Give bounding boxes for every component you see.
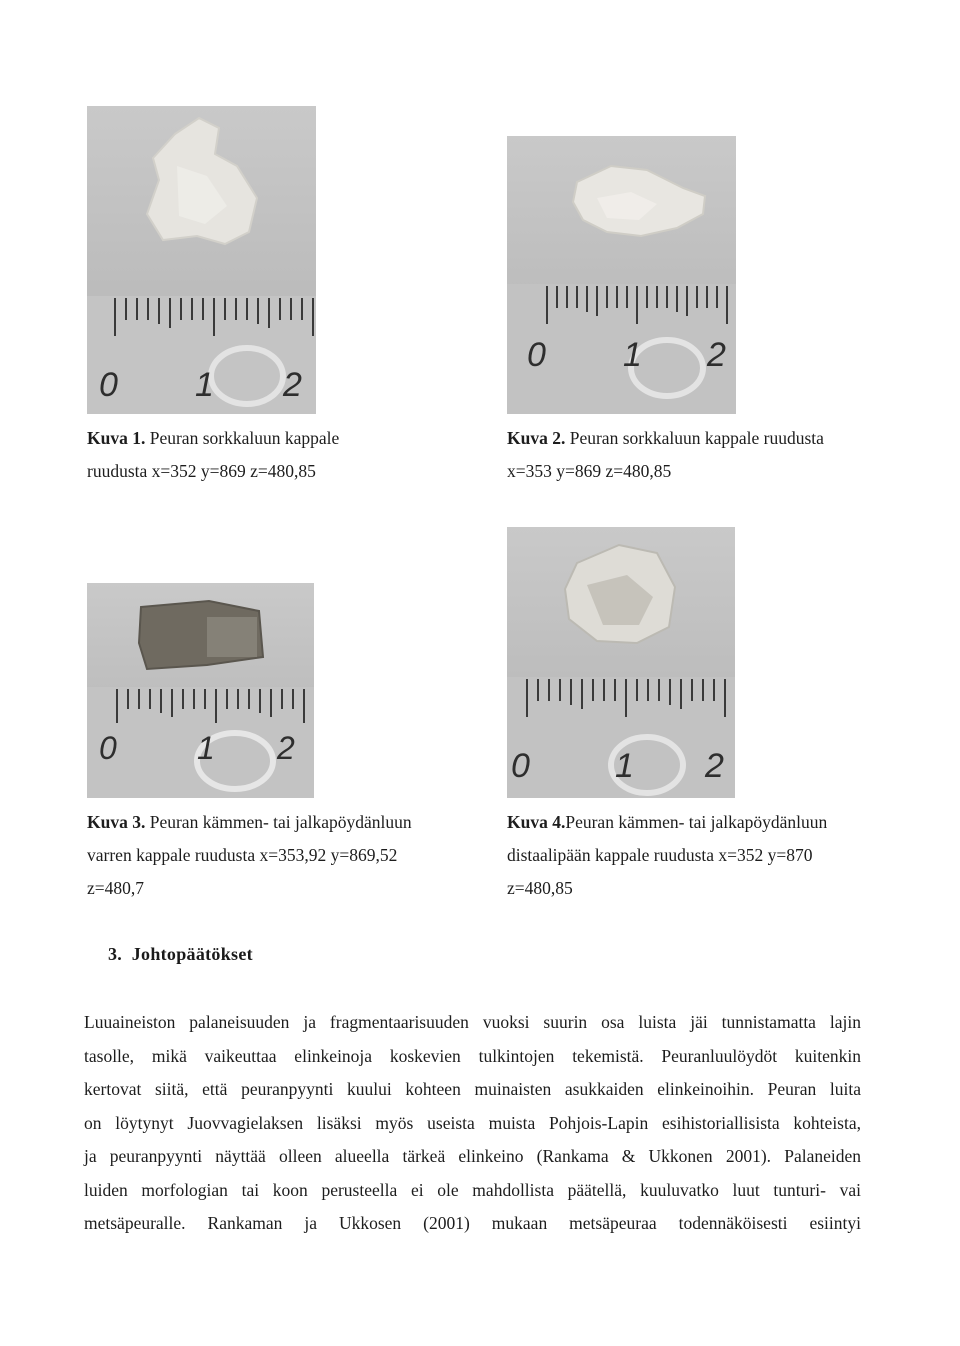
figure-2-caption-line-1: Peuran sorkkaluun kappale ruudusta: [569, 428, 824, 448]
figure-4-caption: [507, 806, 827, 905]
ruler-number-2: 2: [277, 730, 295, 766]
ruler-number-0: 0: [99, 730, 117, 766]
figure-3-photo: [87, 583, 314, 798]
figure-4-image: [507, 527, 735, 798]
ruler-number-1: 1: [623, 336, 642, 374]
figure-2-caption-line-2: x=353 y=869 z=480,85: [507, 461, 672, 481]
body-paragraph: [84, 1006, 861, 1241]
figure-3-caption-line-1: Peuran kämmen- tai jalkapöydänluun: [149, 812, 412, 832]
figure-3-caption-line-3: z=480,7: [87, 878, 145, 898]
figure-1-label: Kuva 1.: [87, 428, 146, 448]
section-heading: [108, 944, 253, 965]
paragraph-line-4: on löytynyt Juovvagielaksen lisäksi myös useista muista Pohjois-Lapin esihistoriallisista kohteista,: [84, 1112, 861, 1133]
paragraph-line-6: luiden morfologian tai koon perusteella ei ole mahdollista päätellä, kuuluvatko luut tunturi- vai: [84, 1179, 861, 1200]
ruler-number-2: 2: [705, 747, 724, 785]
ruler-number-1: 1: [195, 366, 214, 404]
figure-1-caption-line-2: ruudusta x=352 y=869 z=480,85: [87, 461, 316, 481]
figure-1-photo: [87, 106, 316, 414]
paragraph-line-5: ja peuranpyynti näyttää olleen alueella tärkeä elinkeino (Rankama & Ukkonen 2001). Palaneiden: [84, 1146, 861, 1166]
ruler-number-1: 1: [615, 747, 634, 785]
ruler-number-0: 0: [527, 336, 546, 374]
paragraph-line-1: Luuaineiston palaneisuuden ja fragmentaarisuuden vuoksi suurin osa luista jäi tunnistamatta lajin: [84, 1012, 861, 1032]
section-number: 3.: [108, 944, 123, 964]
figure-1-caption-line-1: Peuran sorkkaluun kappale: [149, 428, 340, 448]
paragraph-line-7: metsäpeuralle. Rankaman ja Ukkosen (2001) mukaan metsäpeuraa todennäköisesti esiintyi: [84, 1213, 861, 1233]
paragraph-line-3: kertovat siitä, että peuranpyynti kuului kohteen muinaisten asukkaiden elinkeinoihin. Peuran luita: [84, 1079, 861, 1099]
figure-2-photo: [507, 136, 736, 414]
ruler-number-0: 0: [99, 366, 118, 404]
figure-1-image: [87, 106, 316, 414]
figure-1-caption: [87, 422, 339, 488]
figure-3-image: [87, 583, 314, 798]
section-title: Johtopäätökset: [131, 944, 253, 964]
figure-4-caption-line-1: Peuran kämmen- tai jalkapöydänluun: [565, 812, 828, 832]
figure-3-caption-line-2: varren kappale ruudusta x=353,92 y=869,52: [87, 845, 398, 865]
figure-2-label: Kuva 2.: [507, 428, 566, 448]
ruler-number-2: 2: [283, 366, 302, 404]
ruler-number-2: 2: [707, 336, 726, 374]
figure-3-label: Kuva 3.: [87, 812, 146, 832]
figure-2-image: [507, 136, 736, 414]
figure-4-label: Kuva 4.: [507, 812, 566, 832]
paragraph-line-2: tasolle, mikä vaikeuttaa elinkeinoja koskevien tulkintojen tekemistä. Peuranluulöydöt kuitenkin: [84, 1045, 861, 1066]
figure-3-caption: [87, 806, 412, 905]
figure-4-photo: [507, 527, 735, 798]
figure-4-caption-line-3: z=480,85: [507, 878, 573, 898]
figure-4-caption-line-2: distaalipään kappale ruudusta x=352 y=870: [507, 845, 813, 865]
ruler-number-0: 0: [511, 747, 530, 785]
ruler-number-1: 1: [197, 730, 215, 766]
figure-2-caption: [507, 422, 824, 488]
